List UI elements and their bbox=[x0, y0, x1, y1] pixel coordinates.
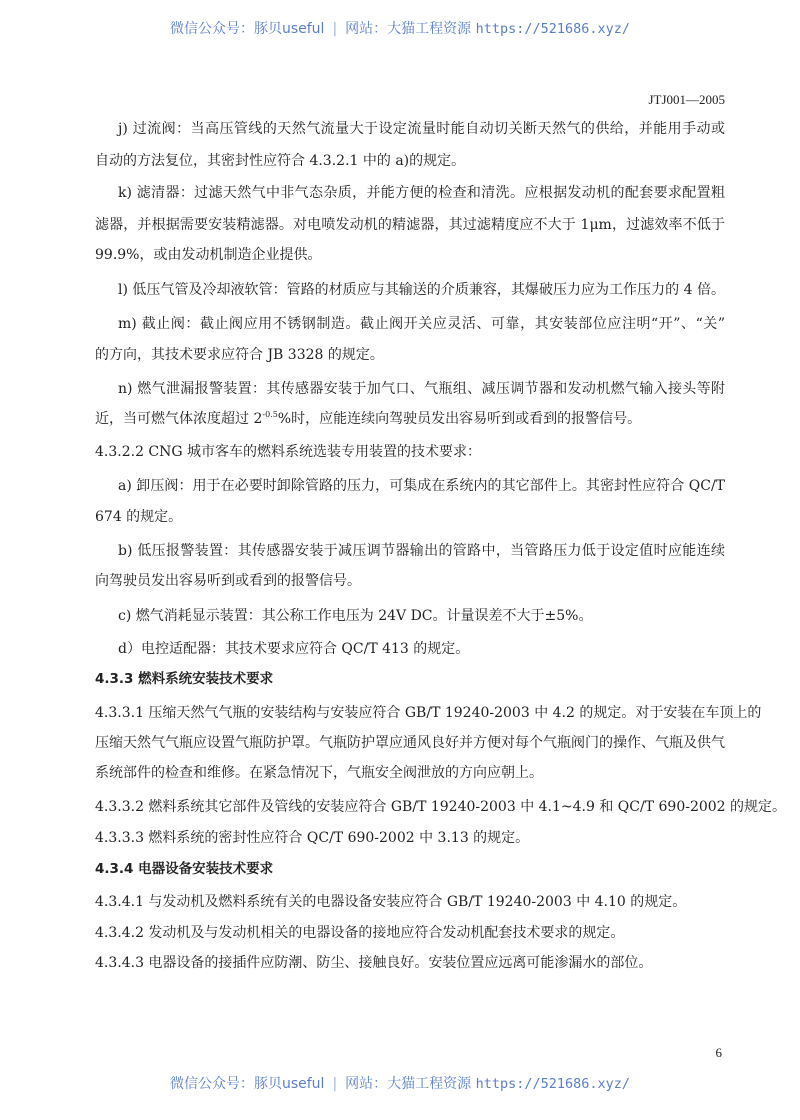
section-4-3-4-2: 4.3.4.2 发动机及与发动机相关的电器设备的接地应符合发动机配套技术要求的规定。 bbox=[95, 925, 625, 941]
item-k-line2: 滤器，并根据需要安装精滤器。对电喷发动机的精滤器，其过滤精度应不大于 1μm，过滤效率不低于 bbox=[95, 217, 725, 233]
item-j-line1: j) 过流阀：当高压管线的天然气流量大于设定流量时能自动切关断天然气的供给，并能用手动或 bbox=[118, 121, 725, 137]
document-number: JTJ001—2005 bbox=[648, 92, 725, 107]
item-b-line2: 向驾驶员发出容易听到或看到的报警信号。 bbox=[95, 573, 361, 589]
watermark-footer bbox=[0, 1073, 800, 1093]
item-k-line3: 99.9%，或由发动机制造企业提供。 bbox=[95, 247, 322, 263]
wechat-label: 微信公众号：豚贝useful bbox=[169, 1076, 325, 1092]
item-j-line2: 自动的方法复位，其密封性应符合 4.3.2.1 中的 a)的规定。 bbox=[95, 153, 466, 169]
watermark-header bbox=[0, 18, 800, 38]
heading-4-3-3: 4.3.3 燃料系统安装技术要求 bbox=[95, 671, 274, 687]
item-l-line1: l) 低压气管及冷却液软管：管路的材质应与其输送的介质兼容，其爆破压力应为工作压力的 4 倍。 bbox=[118, 282, 725, 298]
section-4-3-4-1: 4.3.4.1 与发动机及燃料系统有关的电器设备安装应符合 GB/T 19240-2003 中 4.10 的规定。 bbox=[95, 894, 687, 910]
item-k-line1: k) 滤清器：过滤天然气中非气态杂质，并能方便的检查和清洗。应根据发动机的配套要求配置粗 bbox=[118, 185, 725, 201]
separator: | bbox=[332, 21, 338, 37]
wechat-label: 微信公众号：豚贝useful bbox=[169, 21, 325, 37]
section-4-3-3-1-line1: 4.3.3.1 压缩天然气气瓶的安装结构与安装应符合 GB/T 19240-2003 中 4.2 的规定。对于安装在车顶上的 bbox=[95, 705, 762, 721]
item-n-line2 bbox=[95, 410, 641, 428]
item-m-line2: 的方向，其技术要求应符合 JB 3328 的规定。 bbox=[95, 347, 384, 363]
n-text-b: %时，应能连续向驾驶员发出容易听到或看到的报警信号。 bbox=[277, 411, 642, 427]
item-a-line2: 674 的规定。 bbox=[95, 509, 183, 525]
section-4-3-4-3: 4.3.4.3 电器设备的接插件应防潮、防尘、接触良好。安装位置应远离可能渗漏水的部位。 bbox=[95, 955, 653, 971]
item-d-line1: d）电控适配器：其技术要求应符合 QC/T 413 的规定。 bbox=[118, 641, 470, 657]
section-4-3-3-3: 4.3.3.3 燃料系统的密封性应符合 QC/T 690-2002 中 3.13 的规定。 bbox=[95, 830, 530, 846]
item-b-line1: b) 低压报警装置：其传感器安装于减压调节器输出的管路中，当管路压力低于设定值时应能连续 bbox=[118, 543, 725, 559]
item-m-line1: m) 截止阀：截止阀应用不锈钢制造。截止阀开关应灵活、可靠，其安装部位应注明“开”、“关” bbox=[118, 316, 725, 332]
page-number: 6 bbox=[715, 1045, 722, 1060]
section-4-3-3-1-line2: 压缩天然气气瓶应设置气瓶防护罩。气瓶防护罩应通风良好并方便对每个气瓶阀门的操作、气瓶及供气 bbox=[95, 735, 725, 751]
site-link[interactable]: https://521686.xyz/ bbox=[475, 1076, 631, 1092]
separator: | bbox=[332, 1076, 338, 1092]
site-label: 网站：大猫工程资源 bbox=[345, 21, 472, 37]
site-link[interactable]: https://521686.xyz/ bbox=[475, 21, 631, 37]
section-4-3-3-1-line3: 系统部件的检查和维修。在紧急情况下，气瓶安全阀泄放的方向应朝上。 bbox=[95, 765, 543, 781]
section-4-3-3-2: 4.3.3.2 燃料系统其它部件及管线的安装应符合 GB/T 19240-2003 中 4.1~4.9 和 QC/T 690-2002 的规定。 bbox=[95, 799, 787, 815]
heading-4-3-4: 4.3.4 电器设备安装技术要求 bbox=[95, 861, 274, 877]
n-text-a: 近，当可燃气体浓度超过 2 bbox=[95, 411, 263, 427]
item-n-line1: n) 燃气泄漏报警装置：其传感器安装于加气口、气瓶组、减压调节器和发动机燃气输入接头等附 bbox=[118, 381, 725, 397]
section-4-3-2-2: 4.3.2.2 CNG 城市客车的燃料系统选装专用装置的技术要求： bbox=[95, 444, 482, 460]
item-a-line1: a) 卸压阀：用于在必要时卸除管路的压力，可集成在系统内的其它部件上。其密封性应符合 QC/T bbox=[118, 478, 725, 494]
exponent: -0.5 bbox=[262, 410, 278, 419]
item-c-line1: c) 燃气消耗显示装置：其公称工作电压为 24V DC。计量误差不大于±5%。 bbox=[118, 608, 593, 624]
site-label: 网站：大猫工程资源 bbox=[345, 1076, 472, 1092]
